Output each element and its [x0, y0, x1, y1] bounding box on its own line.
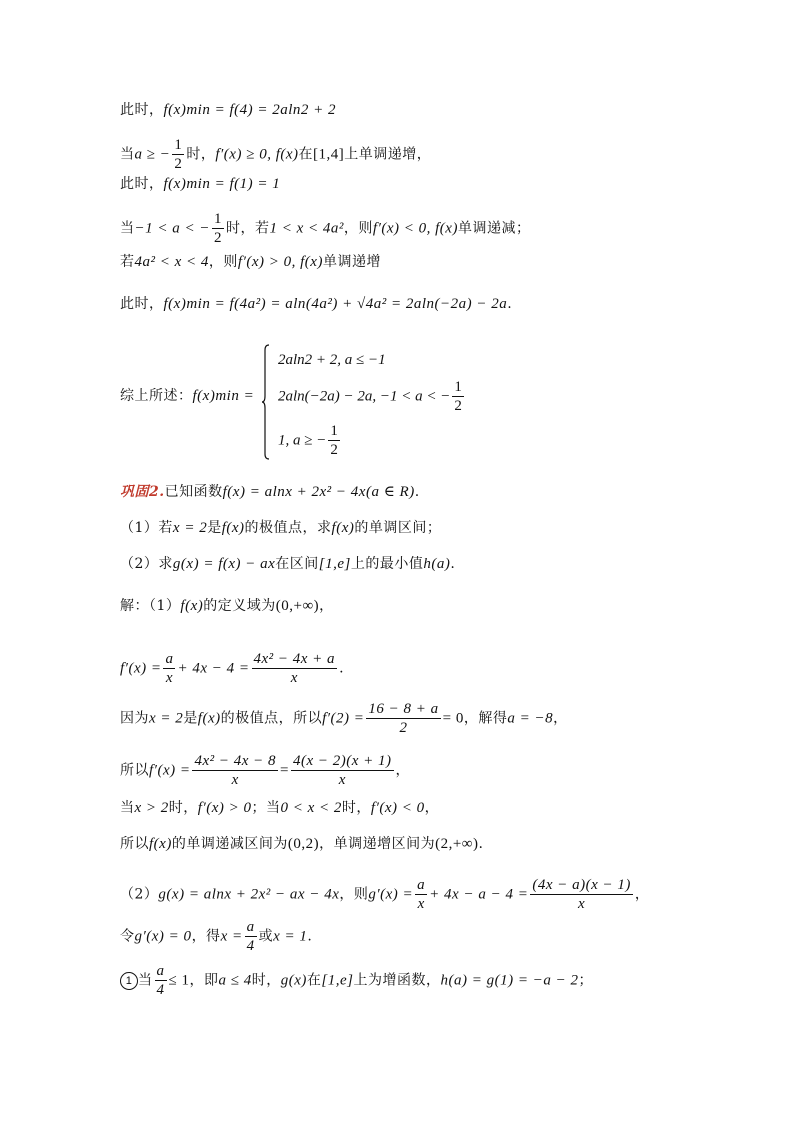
formula: f′(x) ≥ 0, f(x): [215, 146, 299, 163]
formula: f′(x) < 0, f(x): [372, 220, 458, 237]
text: 综上所述：: [120, 388, 193, 404]
fraction: [155, 962, 167, 999]
text: ，单调递增区间为: [319, 836, 436, 852]
case-1: 2aln2 + 2, a ≤ −1: [278, 352, 386, 368]
text: 时，若: [226, 220, 270, 237]
numerator: (4x − a)(x − 1): [532, 877, 631, 893]
denominator: x: [291, 770, 394, 789]
denominator: 2: [214, 230, 222, 246]
line-2: [120, 136, 431, 173]
formula: 1 < x < 4a²: [269, 220, 344, 237]
formula: x = 2: [149, 710, 184, 727]
formula: x > 2: [134, 800, 169, 816]
text: ，: [319, 598, 334, 614]
denominator: 2: [330, 442, 338, 458]
text: .: [339, 660, 345, 677]
text: .: [414, 484, 420, 500]
text: ；: [578, 972, 593, 989]
formula: f(x)min = f(4) = 2aln2 + 2: [163, 102, 337, 118]
formula: x = 1: [273, 928, 308, 945]
text: ，得: [191, 928, 221, 945]
formula: (0,2): [287, 836, 320, 852]
formula: f′(x) =: [149, 762, 191, 779]
formula: [1,4]: [313, 146, 345, 163]
text: ，: [395, 762, 411, 779]
formula: g(x) = f(x) − ax: [172, 556, 276, 572]
formula: g(x) = alnx + 2x² − ax − 4x: [158, 886, 340, 903]
denominator: x: [192, 770, 278, 789]
solution-7: [120, 876, 649, 913]
numerator: 1: [214, 211, 222, 227]
denominator: 4: [156, 982, 165, 998]
formula: f(x): [197, 710, 221, 727]
line-5: [120, 252, 381, 272]
denominator: 2: [174, 156, 183, 172]
solution-1: [120, 596, 334, 616]
formula: g(x): [280, 972, 307, 989]
text: 当: [138, 972, 153, 989]
solution-4: [120, 752, 410, 789]
text: .: [450, 556, 456, 572]
text: ，则: [208, 254, 238, 270]
line-6: [120, 294, 512, 314]
text: ，: [553, 710, 568, 727]
text: 或: [258, 928, 274, 945]
text: ，解得: [463, 710, 508, 727]
fraction: [530, 876, 633, 913]
numerator: 1: [174, 137, 183, 153]
problem-line: [120, 482, 420, 502]
formula: f′(x) =: [120, 660, 162, 677]
formula: f(x): [331, 520, 355, 536]
text: 的极值点，求: [244, 520, 332, 536]
formula: f′(x) > 0: [197, 800, 252, 816]
text: ，: [424, 800, 440, 816]
text: 时，: [341, 800, 371, 816]
formula: [1,e]: [321, 972, 354, 989]
formula: 1, a ≥ −: [278, 432, 327, 449]
numerator: a: [246, 919, 255, 935]
case-3: [278, 422, 342, 459]
fraction: [172, 136, 184, 173]
text: 在: [298, 146, 314, 163]
line-3: [120, 174, 280, 194]
formula: −1 < a < −: [134, 220, 210, 237]
solution-3: [120, 700, 568, 737]
numerator: a: [156, 963, 165, 979]
piecewise-cases: [262, 340, 522, 464]
numerator: 16 − 8 + a: [368, 701, 439, 717]
text: .: [307, 928, 313, 945]
line-4: [120, 210, 530, 247]
case-2: [278, 378, 466, 415]
formula: f′(x) < 0: [370, 800, 425, 816]
text: ，: [634, 886, 650, 903]
text: （2）: [120, 886, 159, 903]
solution-6: [120, 834, 483, 854]
text: 的单调递减区间为: [171, 836, 288, 852]
text: 时，: [251, 972, 281, 989]
formula: g′(x) =: [368, 886, 414, 903]
text: 解：（1）: [120, 598, 181, 614]
formula: g′(x) = 0: [134, 928, 192, 945]
formula: (2,+∞): [435, 836, 479, 852]
text: 时，: [186, 146, 216, 163]
text: 上单调递增，: [344, 146, 432, 163]
numerator: a: [165, 651, 174, 667]
formula: f′(x) > 0, f(x): [237, 254, 323, 270]
text: 当: [120, 220, 135, 237]
formula: ≤ 1: [168, 972, 190, 989]
text: （1）若: [120, 520, 173, 536]
text: 是: [183, 710, 198, 727]
text: （2）求: [120, 556, 173, 572]
text: ；当: [251, 800, 281, 816]
problem-heading: 巩固2.: [120, 484, 165, 500]
text: 上为增函数，: [353, 972, 441, 989]
fraction: [245, 918, 257, 955]
text: 若: [120, 254, 135, 270]
text: 已知函数: [164, 484, 223, 500]
formula: = 0: [442, 710, 464, 727]
formula: 4a² < x < 4: [134, 254, 209, 270]
text: 时，: [168, 800, 198, 816]
fraction: [192, 752, 278, 789]
line-1: [120, 100, 336, 120]
text: .: [478, 836, 484, 852]
text: 的定义域为: [203, 598, 276, 614]
numerator: 1: [330, 423, 338, 439]
numerator: 4(x − 2)(x + 1): [293, 753, 392, 769]
fraction: [212, 210, 224, 247]
text: 单调递减；: [457, 220, 531, 237]
formula: a ≥ −: [134, 146, 171, 163]
numerator: 4x² − 4x − 8: [194, 753, 277, 769]
fraction: [252, 650, 338, 687]
text: 此时，: [120, 176, 164, 192]
formula: a ≤ 4: [218, 972, 252, 989]
left-brace-icon: [262, 344, 270, 460]
text: 因为: [120, 710, 149, 727]
text: 此时，: [120, 102, 164, 118]
formula: =: [280, 762, 289, 779]
denominator: x: [415, 894, 427, 913]
solution-8: [120, 918, 312, 955]
formula: x = 2: [172, 520, 208, 536]
solution-5: [120, 798, 439, 818]
formula: f(x)min = f(4a²) = aln(4a²) + √4a² = 2aln(−2a) − 2a: [163, 296, 508, 312]
text: 所以: [120, 762, 149, 779]
formula: f′(2) =: [322, 710, 365, 727]
text: 是: [207, 520, 222, 536]
formula: a = −8: [507, 710, 554, 727]
formula: f(x)min = f(1) = 1: [163, 176, 281, 192]
summary-line: [120, 386, 254, 406]
denominator: x: [530, 894, 633, 913]
text: 单调递增: [322, 254, 381, 270]
text: 的极值点，所以: [220, 710, 323, 727]
formula: x =: [220, 928, 243, 945]
fraction: [163, 650, 175, 687]
text: 令: [120, 928, 135, 945]
text: 的单调区间；: [354, 520, 442, 536]
text: 当: [120, 800, 135, 816]
formula: f(x): [221, 520, 245, 536]
question-2: [120, 554, 455, 574]
formula: h(a): [423, 556, 451, 572]
text: 此时，: [120, 296, 164, 312]
formula: + 4x − a − 4 =: [429, 886, 529, 903]
denominator: 2: [366, 718, 440, 737]
numerator: 4x² − 4x + a: [253, 651, 336, 667]
formula: (0,+∞): [275, 598, 320, 614]
text: 在: [306, 972, 322, 989]
fraction: [328, 422, 340, 459]
text: 当: [120, 146, 135, 163]
numerator: a: [417, 877, 426, 893]
formula: [1,e]: [318, 556, 351, 572]
numerator: 1: [454, 379, 462, 395]
text: ，即: [189, 972, 219, 989]
denominator: 4: [246, 938, 255, 954]
formula: 2aln(−2a) − 2a, −1 < a < −: [278, 388, 451, 405]
text: .: [507, 296, 513, 312]
question-1: [120, 518, 441, 538]
text: ，则: [339, 886, 369, 903]
text: 所以: [120, 836, 149, 852]
fraction: [366, 700, 440, 737]
formula: f(x)min =: [192, 388, 255, 404]
denominator: 2: [454, 398, 462, 414]
formula: + 4x − 4 =: [177, 660, 250, 677]
solution-2: [120, 650, 344, 687]
denominator: x: [252, 668, 338, 687]
solution-9: [120, 962, 593, 999]
fraction: [291, 752, 394, 789]
text: ，则: [343, 220, 373, 237]
formula: 0 < x < 2: [280, 800, 342, 816]
formula: h(a) = g(1) = −a − 2: [440, 972, 579, 989]
text: 上的最小值: [350, 556, 424, 572]
fraction: [452, 378, 464, 415]
text: 在区间: [275, 556, 319, 572]
circled-number: 1: [120, 972, 138, 990]
denominator: x: [163, 668, 175, 687]
formula: f(x): [149, 836, 172, 852]
formula: f(x): [180, 598, 204, 614]
fraction: [415, 876, 427, 913]
formula: f(x) = alnx + 2x² − 4x(a ∈ R): [222, 484, 415, 500]
